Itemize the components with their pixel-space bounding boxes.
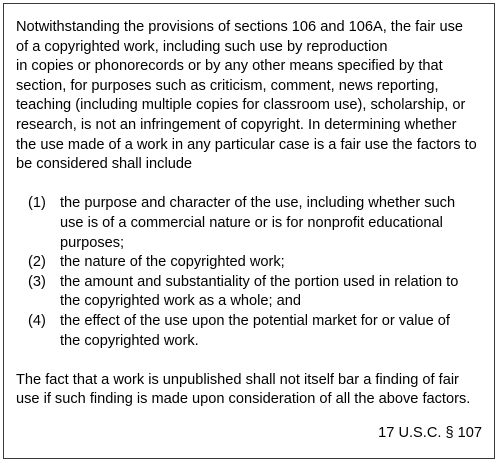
factor-number: (4) — [28, 312, 46, 329]
intro-line: Notwithstanding the provisions of sections 106 and 106A, the fair use — [16, 19, 464, 35]
factor-text — [60, 253, 484, 273]
statute-citation: 17 U.S.C. § 107 — [378, 425, 482, 442]
intro-line: teaching (including multiple copies for classroom use), scholarship, or — [16, 97, 466, 114]
factor-line: the copyrighted work as a whole; and — [60, 293, 301, 310]
factor-line: purposes; — [60, 234, 125, 251]
intro-line: in copies or phonorecords or by any other means specified by that — [16, 58, 443, 75]
closing-paragraph — [16, 371, 484, 410]
intro-line: the use made of a work in any particular case is a fair use the factors to — [16, 136, 477, 153]
closing-line: The fact that a work is unpublished shall not itself bar a finding of fair — [16, 371, 459, 388]
factor-number: (1) — [28, 195, 46, 212]
factor-text — [60, 273, 484, 312]
factor-line: the copyrighted work. — [60, 332, 199, 349]
intro-paragraph — [16, 18, 484, 175]
factors-list — [16, 194, 484, 351]
factor-item — [16, 253, 484, 273]
statute-text-box — [3, 3, 495, 459]
closing-line: use if such finding is made upon consideration of all the above factors. — [16, 391, 471, 408]
factor-number: (3) — [28, 273, 46, 290]
factor-text — [60, 194, 484, 253]
intro-line: section, for purposes such as criticism, comment, news reporting, — [16, 77, 439, 94]
factor-line: use is of a commercial nature or is for nonprofit educational — [60, 214, 443, 231]
factor-line: the purpose and character of the use, including whether such — [60, 195, 456, 212]
factor-item — [16, 194, 484, 253]
intro-line: research, is not an infringement of copyright. In determining whether — [16, 116, 457, 133]
intro-line: be considered shall include — [16, 156, 193, 173]
factor-line: the effect of the use upon the potential market for or value of — [60, 312, 450, 329]
factor-text — [60, 312, 484, 351]
factor-number: (2) — [28, 254, 46, 271]
factor-item — [16, 312, 484, 351]
intro-line: of a copyrighted work, including such use by reproduction — [16, 38, 388, 55]
factor-item — [16, 273, 484, 312]
factor-line: the amount and substantiality of the portion used in relation to — [60, 273, 459, 290]
factor-line: the nature of the copyrighted work; — [60, 254, 285, 271]
